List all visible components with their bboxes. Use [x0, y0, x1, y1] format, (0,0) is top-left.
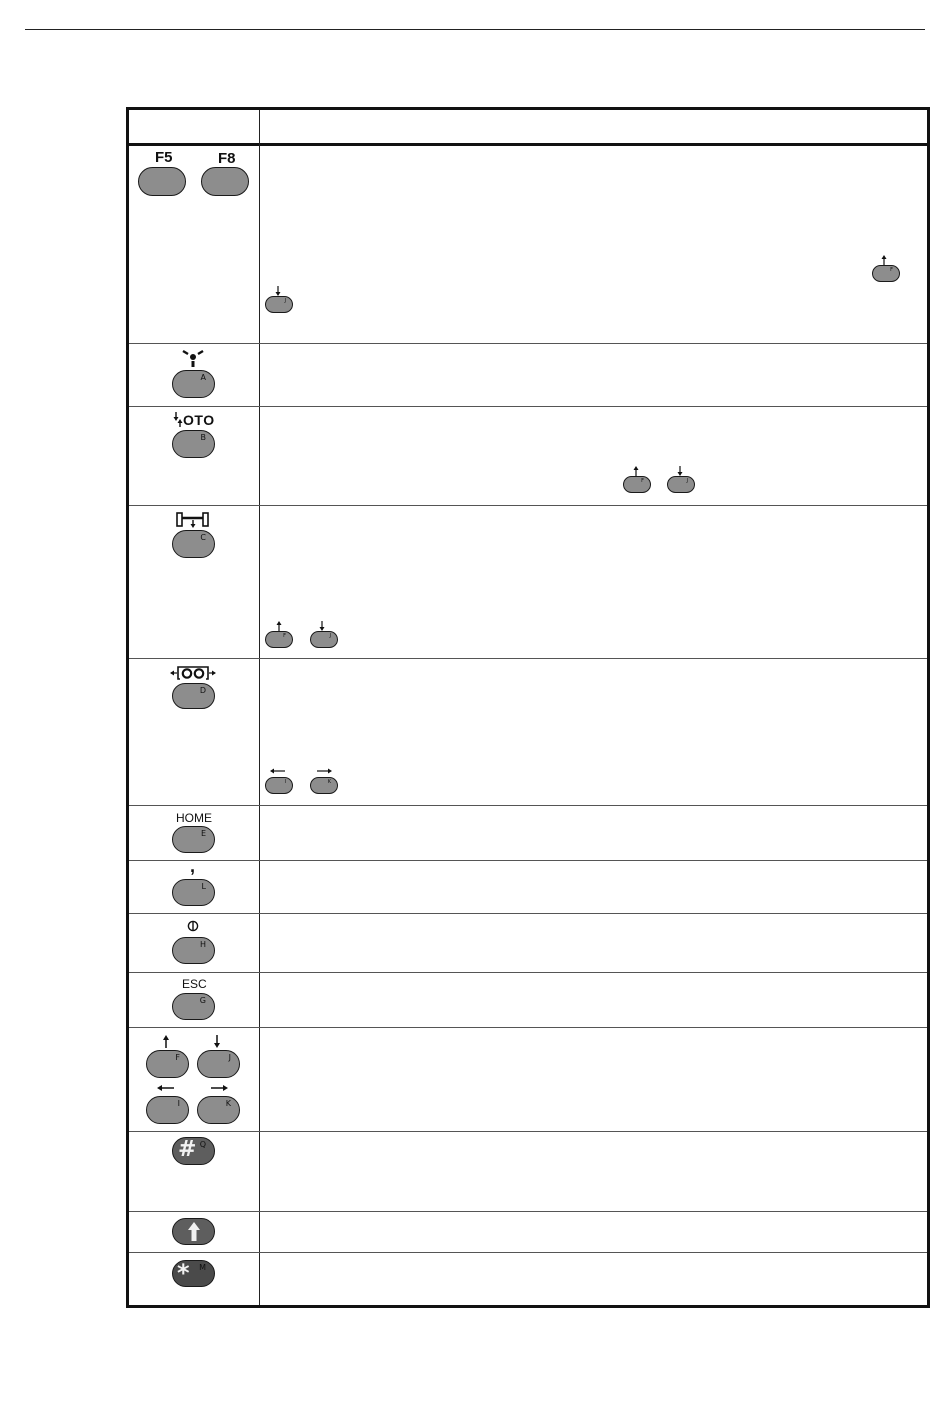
f5-key[interactable] — [138, 167, 186, 196]
key-function-table — [126, 107, 930, 1308]
row-divider — [129, 1027, 927, 1028]
inline-key-i: I — [265, 777, 293, 794]
row-divider — [129, 805, 927, 806]
key-q[interactable]: # Q — [172, 1137, 215, 1165]
arrow-down-icon — [213, 1035, 221, 1049]
power-icon — [187, 920, 199, 932]
inline-key-j: J — [265, 296, 293, 313]
inline-key-k: K — [310, 777, 338, 794]
row-divider — [129, 406, 927, 407]
inline-key-f: F — [623, 476, 651, 493]
key-g[interactable]: G — [172, 993, 215, 1020]
oto-icon: OTO — [183, 412, 215, 428]
arrow-right-icon — [210, 1084, 228, 1092]
star-icon: * — [177, 1259, 190, 1287]
f8-label: F8 — [218, 150, 236, 167]
key-h[interactable]: H — [172, 937, 215, 964]
shift-key[interactable] — [172, 1218, 215, 1245]
top-rule — [25, 29, 925, 30]
row-divider — [129, 343, 927, 344]
arrow-right-icon — [316, 767, 332, 775]
arrow-left-icon — [270, 767, 286, 775]
track-width-icon — [170, 665, 216, 681]
key-m[interactable]: * M — [172, 1260, 215, 1287]
key-l[interactable]: L — [172, 879, 215, 906]
esc-label: ESC — [182, 977, 207, 991]
row-divider — [129, 658, 927, 659]
comma-label: , — [190, 856, 196, 876]
lift-icon — [176, 512, 210, 530]
key-j[interactable]: J — [197, 1050, 240, 1078]
f8-key[interactable] — [201, 167, 249, 196]
home-label: HOME — [176, 811, 212, 825]
row-divider — [129, 1252, 927, 1253]
key-c[interactable]: C — [172, 530, 215, 558]
row-divider — [129, 1211, 927, 1212]
key-b[interactable]: B — [172, 430, 215, 458]
arrow-left-icon — [157, 1084, 175, 1092]
key-i[interactable]: I — [146, 1096, 189, 1124]
key-k[interactable]: K — [197, 1096, 240, 1124]
column-divider — [259, 110, 260, 1305]
key-d[interactable]: D — [172, 683, 215, 709]
shift-arrow-icon — [187, 1222, 201, 1242]
row-divider — [129, 913, 927, 914]
inline-key-f: F — [265, 631, 293, 648]
row-divider — [129, 1131, 927, 1132]
table-header-divider — [129, 143, 927, 146]
key-f[interactable]: F — [146, 1050, 189, 1078]
key-a[interactable]: A — [172, 370, 215, 398]
hash-icon: # — [178, 1137, 197, 1162]
row-divider — [129, 972, 927, 973]
key-e[interactable]: E — [172, 826, 215, 853]
inline-key-j: J — [310, 631, 338, 648]
row-divider — [129, 860, 927, 861]
inline-key-f: F — [872, 265, 900, 282]
f5-label: F5 — [155, 149, 173, 166]
arrow-up-icon — [162, 1035, 170, 1049]
inline-key-j: J — [667, 476, 695, 493]
lamp-icon — [181, 349, 205, 369]
row-divider — [129, 505, 927, 506]
